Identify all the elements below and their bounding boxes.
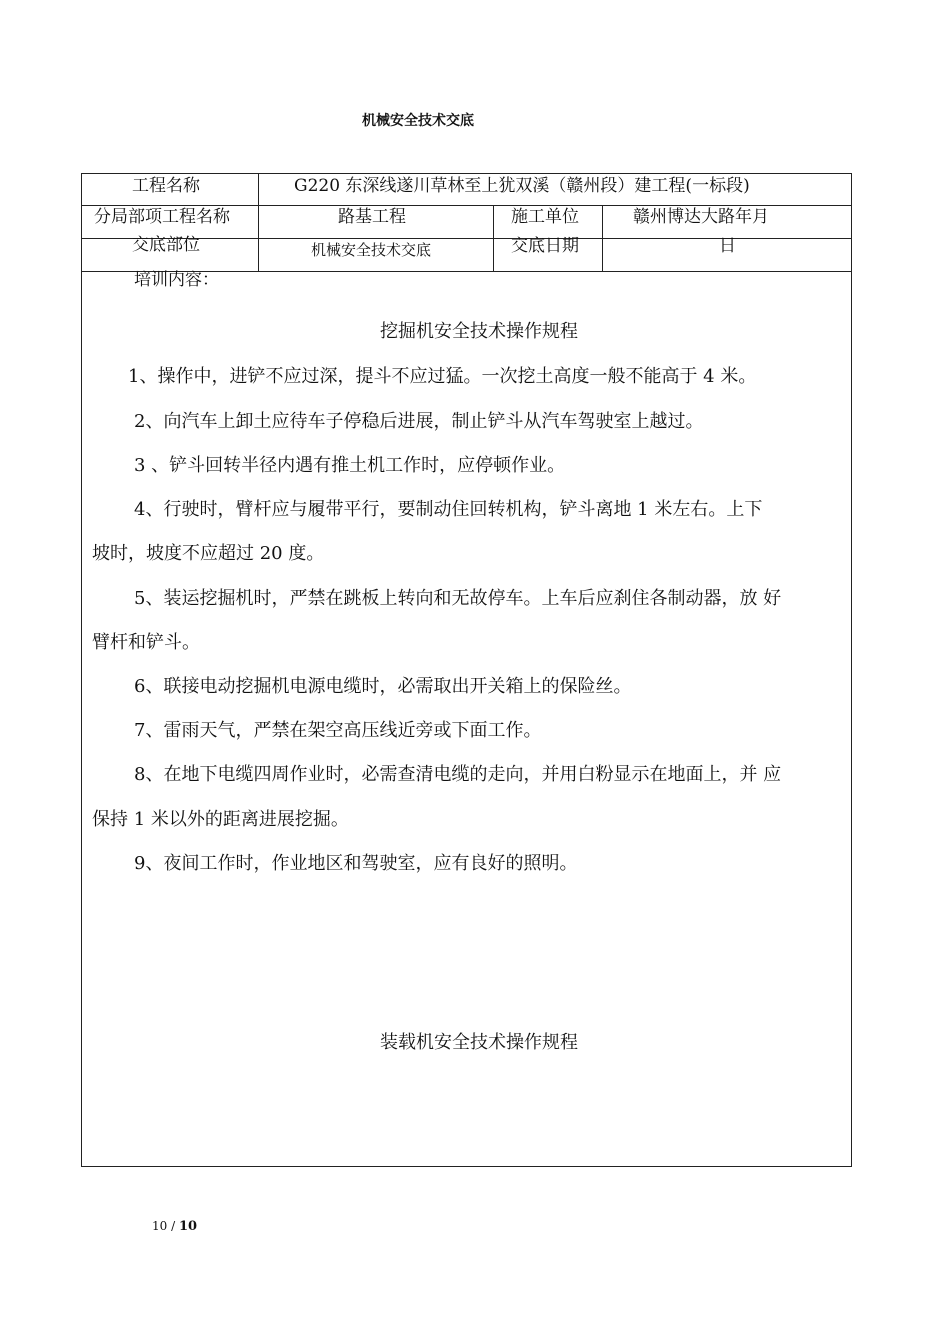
page-separator: /	[167, 1219, 179, 1233]
column-divider	[493, 205, 494, 271]
training-content-label: 培训内容：	[134, 270, 219, 290]
disclosure-table	[81, 173, 852, 1167]
rule-line: 臂杆和铲斗。	[92, 632, 200, 653]
rule-line: 7、雷雨天气，严禁在架空高压线近旁或下面工作。	[134, 720, 542, 741]
project-name-value: G220 东深线遂川草林至上犹双溪（赣州段）建工程(一标段)	[294, 176, 750, 196]
page-total: 10	[178, 1219, 198, 1234]
rule-line: 保持 1 米以外的距离进展挖掘。	[92, 809, 349, 830]
rule-line: 8、在地下电缆四周作业时，必需查清电缆的走向，并用白粉显示在地面上，并 应	[134, 764, 782, 785]
excavator-heading: 挖掘机安全技术操作规程	[380, 321, 578, 342]
contractor-label: 施工单位	[511, 207, 579, 227]
rule-line: 2、向汽车上卸土应待车子停稳后进展，制止铲斗从汽车驾驶室上越过。	[134, 411, 704, 432]
disclosure-date-label: 交底日期	[511, 236, 579, 256]
disclosure-date-value: 日	[719, 236, 736, 256]
disclosure-part-label: 交底部位	[132, 235, 200, 255]
column-divider	[602, 205, 603, 271]
sub-project-label: 分局部项工程名称	[94, 207, 230, 227]
rule-line: 6、联接电动挖掘机电源电缆时，必需取出开关箱上的保险丝。	[134, 676, 632, 697]
project-name-label: 工程名称	[132, 176, 200, 196]
rule-line: 3 、铲斗回转半径内遇有推土机工作时，应停顿作业。	[134, 455, 566, 476]
rule-line: 9、夜间工作时，作业地区和驾驶室，应有良好的照明。	[134, 853, 578, 874]
disclosure-part-value: 机械安全技术交底	[311, 241, 432, 259]
page-number	[152, 1219, 197, 1234]
contractor-value: 赣州博达大路年月	[633, 207, 769, 227]
rule-line: 坡时，坡度不应超过 20 度。	[92, 543, 325, 564]
column-divider	[258, 174, 259, 271]
rule-line: 4、行驶时，臂杆应与履带平行，要制动住回转机构，铲斗离地 1 米左右。上下	[134, 499, 763, 520]
page-current: 10	[152, 1219, 168, 1233]
row-divider	[82, 205, 851, 206]
rule-line: 5、装运挖掘机时，严禁在跳板上转向和无故停车。上车后应刹住各制动器，放 好	[134, 588, 782, 609]
loader-heading: 装载机安全技术操作规程	[380, 1032, 578, 1053]
rule-line: 1、操作中，进铲不应过深，提斗不应过猛。一次挖土高度一般不能高于 4 米。	[128, 366, 757, 387]
sub-project-value: 路基工程	[338, 207, 406, 227]
document-title: 机械安全技术交底	[362, 113, 474, 129]
